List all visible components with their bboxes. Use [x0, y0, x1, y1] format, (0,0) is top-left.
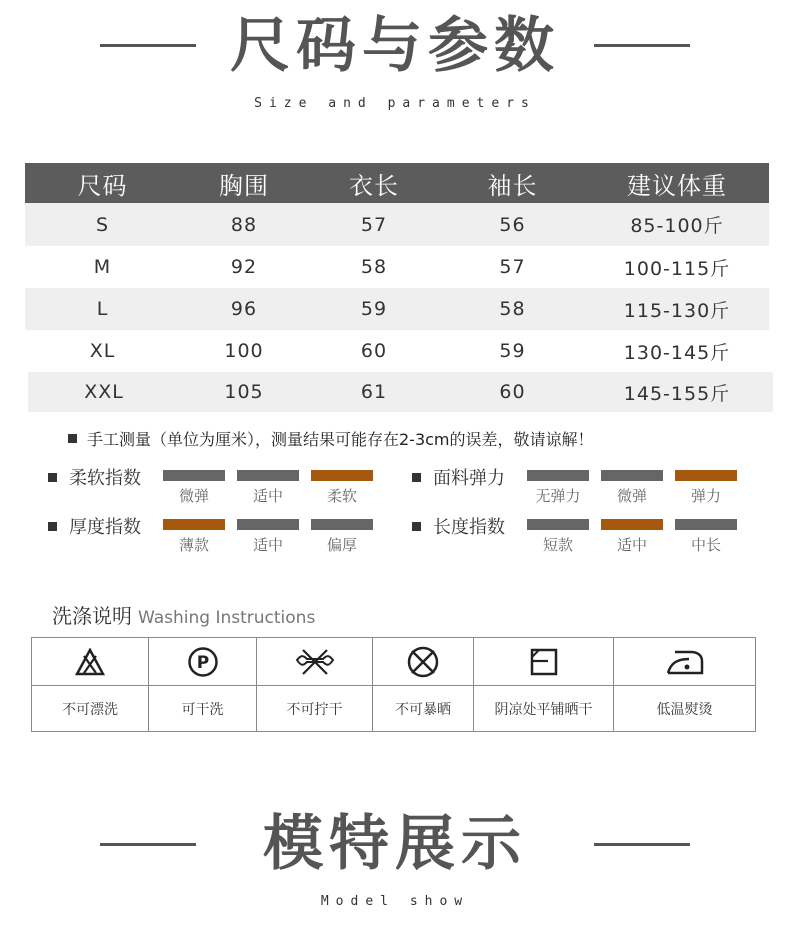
table-cell: 56 [499, 213, 526, 236]
index-label-text: 长度指数 [433, 517, 505, 538]
no-wring-icon [295, 647, 335, 677]
table-row [28, 372, 773, 412]
measurement-note [68, 427, 594, 450]
level-bar [601, 470, 663, 481]
elasticity-index [412, 468, 749, 506]
index-level [527, 517, 589, 555]
size-table [25, 163, 769, 412]
index-label [412, 468, 527, 489]
table-cell: 100 [224, 340, 264, 362]
length-index [412, 517, 749, 555]
index-level [675, 468, 737, 506]
size-section-heading [0, 11, 790, 111]
washing-label: 阴凉处平铺晒干 [494, 701, 593, 718]
level-bar [527, 470, 589, 481]
level-label: 弹力 [690, 487, 721, 505]
column-header: 建议体重 [627, 171, 727, 200]
table-cell: 58 [360, 256, 388, 278]
index-label [48, 517, 163, 538]
model-section-heading [0, 809, 790, 909]
table-cell: 60 [360, 340, 388, 362]
size-section-subtitle: Size and parameters [254, 96, 536, 111]
size-section-title: 尺码与参数 [230, 11, 560, 81]
model-section-title: 模特展示 [263, 809, 527, 879]
bullet-icon [48, 522, 57, 531]
bullet-icon [412, 473, 421, 482]
index-levels [163, 468, 385, 506]
level-label: 短款 [542, 536, 573, 554]
table-cell: L [96, 298, 109, 320]
table-row [25, 330, 769, 372]
table-cell: XL [89, 340, 116, 362]
low-iron-icon [665, 648, 705, 676]
softness-index [48, 468, 385, 506]
table-cell: 57 [360, 213, 388, 236]
level-bar [237, 519, 299, 530]
washing-item [257, 638, 373, 731]
washing-item [32, 638, 149, 731]
level-label: 适中 [616, 536, 647, 554]
index-level [601, 468, 663, 506]
dry-clean-icon [187, 646, 219, 678]
index-label-text: 面料弹力 [433, 468, 505, 489]
level-label: 无弹力 [535, 487, 581, 505]
level-label: 适中 [252, 536, 283, 554]
table-cell: 115-130斤 [623, 299, 731, 322]
index-level [163, 468, 225, 506]
level-label: 中长 [690, 536, 721, 554]
washing-label: 不可漂洗 [62, 701, 118, 718]
level-label: 柔软 [326, 487, 357, 505]
table-cell: 105 [224, 381, 264, 403]
table-row [25, 203, 769, 246]
table-row [25, 246, 769, 288]
washing-label: 可干洗 [181, 701, 224, 718]
level-bar-selected [675, 470, 737, 481]
level-label: 微弹 [178, 487, 209, 505]
table-cell: 61 [360, 381, 388, 403]
level-bar [163, 470, 225, 481]
bullet-icon [48, 473, 57, 482]
table-row [25, 288, 769, 330]
size-table-header [25, 163, 769, 203]
table-cell: 92 [230, 256, 258, 278]
table-cell: 85-100斤 [630, 215, 724, 237]
washing-icon-cell [373, 638, 473, 686]
column-header: 尺码 [77, 171, 128, 200]
table-cell: S [95, 213, 110, 236]
index-level [237, 468, 299, 506]
no-bleach-icon [75, 648, 105, 676]
washing-table [31, 637, 756, 732]
table-cell: 58 [499, 298, 526, 320]
table-cell: 100-115斤 [623, 257, 731, 280]
level-bar [675, 519, 737, 530]
index-level [163, 517, 225, 555]
table-cell: XXL [84, 381, 124, 403]
no-tumble-dry-icon [406, 645, 440, 679]
column-header: 胸围 [219, 171, 269, 200]
index-levels [527, 468, 749, 506]
level-bar-selected [163, 519, 225, 530]
level-label: 微弹 [616, 487, 647, 505]
level-bar-selected [601, 519, 663, 530]
index-level [311, 468, 373, 506]
table-cell: 96 [230, 298, 258, 320]
washing-icon-cell [32, 638, 148, 686]
table-cell: M [93, 256, 112, 278]
table-cell: 57 [499, 256, 526, 278]
thickness-index [48, 517, 385, 555]
washing-icon-cell [614, 638, 755, 686]
washing-label: 低温熨烫 [656, 701, 713, 718]
index-level [601, 517, 663, 555]
level-bar [311, 519, 373, 530]
table-cell: 60 [499, 381, 526, 403]
table-cell: 59 [499, 340, 526, 362]
washing-icon-cell [257, 638, 372, 686]
washing-title-text: 洗涤说明 [52, 604, 132, 628]
index-level [675, 517, 737, 555]
column-header: 衣长 [349, 171, 399, 200]
washing-title [52, 600, 315, 629]
level-bar [237, 470, 299, 481]
table-cell: 145-155斤 [623, 382, 731, 405]
washing-item [149, 638, 257, 731]
level-label: 适中 [252, 487, 283, 505]
index-label-text: 厚度指数 [69, 517, 141, 538]
index-level [527, 468, 589, 506]
column-header: 袖长 [487, 171, 538, 200]
bullet-icon [412, 522, 421, 531]
table-cell: 59 [360, 298, 388, 320]
bullet-icon [68, 434, 77, 443]
index-label-text: 柔软指数 [69, 468, 141, 489]
washing-item [373, 638, 474, 731]
measurement-note-text: 手工测量（单位为厘米），测量结果可能存在2-3cm的误差，敬请谅解！ [87, 430, 594, 449]
level-bar-selected [311, 470, 373, 481]
washing-item [474, 638, 614, 731]
index-level [311, 517, 373, 555]
washing-icon-cell [149, 638, 256, 686]
index-label [412, 517, 527, 538]
washing-icon-cell [474, 638, 613, 686]
washing-item [614, 638, 755, 731]
index-levels [163, 517, 385, 555]
table-cell: 88 [230, 213, 258, 236]
index-label [48, 468, 163, 489]
dry-flat-shade-icon [529, 647, 559, 677]
washing-label: 不可拧干 [286, 701, 343, 718]
washing-label: 不可暴晒 [395, 701, 451, 718]
level-label: 偏厚 [326, 536, 357, 554]
level-bar [527, 519, 589, 530]
level-label: 薄款 [178, 536, 209, 554]
index-level [237, 517, 299, 555]
model-section-subtitle: Model show [320, 894, 470, 909]
svg-text:P: P [196, 652, 209, 673]
index-levels [527, 517, 749, 555]
table-cell: 130-145斤 [623, 341, 731, 364]
washing-title-en: Washing Instructions [138, 608, 316, 628]
